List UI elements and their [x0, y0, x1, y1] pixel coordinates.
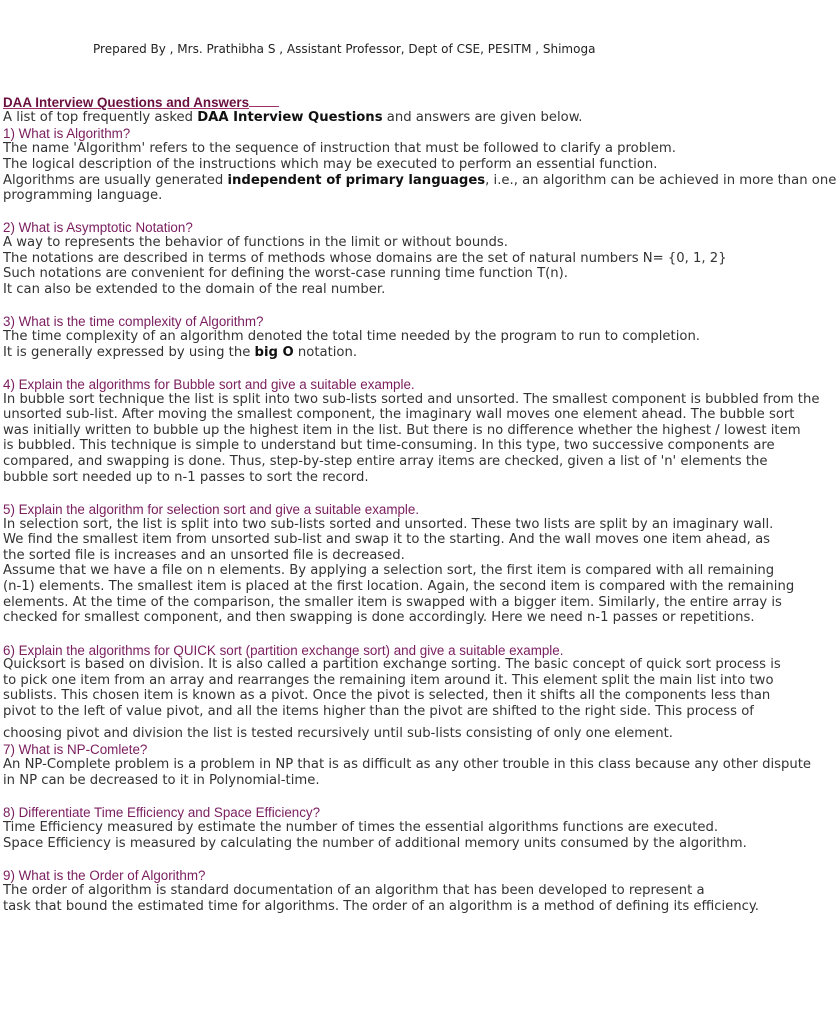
answer-text: Algorithms are usually generated [3, 173, 228, 188]
answer-line: It can also be extended to the domain of the real number. [3, 282, 386, 297]
answer-line: was initially written to bubble up the highest item in the list. But there is no difference whether the highest / lowest item [3, 423, 801, 438]
intro-paragraph [3, 110, 582, 125]
answer-line: Assume that we have a file on n elements. By applying a selection sort, the first item is compared with all remaining [3, 563, 775, 578]
answer-line: Quicksort is based on division. It is also called a partition exchange sorting. The basic concept of quick sort process is [3, 657, 781, 672]
question-4: 4) Explain the algorithms for Bubble sort and give a suitable example. [3, 377, 415, 392]
question-1: 1) What is Algorithm? [3, 126, 131, 141]
document-title [3, 95, 279, 110]
answer-line: Such notations are convenient for defining the worst-case running time function T(n). [3, 266, 569, 281]
answer-line: (n-1) elements. The smallest item is placed at the first location. Again, the second item is compared with the remaining [3, 579, 795, 594]
answer-line: pivot to the left of value pivot, and all the items higher than the pivot are shifted to the right side. This process of [3, 704, 754, 719]
answer-line: bubble sort needed up to n-1 passes to sort the record. [3, 470, 369, 485]
answer-line: compared, and swapping is done. Thus, step-by-step entire array items are checked, given a list of 'n' elements the [3, 454, 768, 469]
question-7: 7) What is NP-Comlete? [3, 742, 148, 757]
answer-line: checked for smallest component, and then swapping is done accordingly. Here we need n-1 passes or repetitions. [3, 610, 755, 625]
answer-line: programming language. [3, 188, 163, 203]
answer-line: task that bound the estimated time for algorithms. The order of an algorithm is a method of defining its efficiency. [3, 899, 759, 914]
answer-text: It is generally expressed by using the [3, 345, 255, 360]
intro-text-end: and answers are given below. [382, 110, 583, 125]
answer-line [3, 173, 836, 188]
page-header: Prepared By , Mrs. Prathibha S , Assistant Professor, Dept of CSE, PESITM , Shimoga [93, 42, 596, 56]
intro-bold: DAA Interview Questions [197, 110, 383, 125]
question-8: 8) Differentiate Time Efficiency and Space Efficiency? [3, 805, 321, 820]
answer-line: In bubble sort technique the list is split into two sub-lists sorted and unsorted. The smallest component is bubbled from the [3, 392, 820, 407]
question-5: 5) Explain the algorithm for selection sort and give a suitable example. [3, 502, 420, 517]
answer-line: The order of algorithm is standard documentation of an algorithm that has been developed to represent a [3, 883, 705, 898]
question-9: 9) What is the Order of Algorithm? [3, 868, 206, 883]
answer-line: Time Efficiency measured by estimate the number of times the essential algorithms functions are executed. [3, 820, 719, 835]
answer-line: The logical description of the instructions which may be executed to perform an essential function. [3, 157, 658, 172]
intro-text: A list of top frequently asked [3, 110, 198, 125]
answer-bold: big O [254, 345, 294, 360]
answer-line: to pick one item from an array and rearranges the remaining item around it. This element split the main list into two [3, 673, 774, 688]
question-3: 3) What is the time complexity of Algorithm? [3, 314, 264, 329]
answer-line: sublists. This chosen item is known as a pivot. Once the pivot is selected, then it shifts all the components less than [3, 688, 771, 703]
answer-text: notation. [293, 345, 358, 360]
document-title-text: DAA Interview Questions and Answers [3, 95, 250, 110]
answer-line: The name 'Algorithm' refers to the sequence of instruction that must be followed to clarify a problem. [3, 141, 676, 156]
answer-line: choosing pivot and division the list is tested recursively until sub-lists consisting of only one element. [3, 726, 673, 741]
answer-line: unsorted sub-list. After moving the smallest component, the imaginary wall moves one element ahead. The bubble sort [3, 407, 795, 422]
answer-line: the sorted file is increases and an unsorted file is decreased. [3, 548, 405, 563]
answer-line: We find the smallest item from unsorted sub-list and swap it to the starting. And the wall moves one item ahead, as [3, 532, 771, 547]
answer-line: is bubbled. This technique is simple to understand but time-consuming. In this type, two successive components are [3, 438, 775, 453]
answer-line [3, 345, 357, 360]
question-6: 6) Explain the algorithms for QUICK sort (partition exchange sort) and give a suitable example. [3, 643, 564, 658]
title-underline [249, 95, 279, 107]
answer-bold: independent of primary languages [227, 173, 486, 188]
answer-line: Space Efficiency is measured by calculating the number of additional memory units consumed by the algorithm. [3, 836, 747, 851]
answer-line: A way to represents the behavior of functions in the limit or without bounds. [3, 235, 508, 250]
answer-line: In selection sort, the list is split into two sub-lists sorted and unsorted. These two lists are split by an imaginary wall. [3, 517, 774, 532]
answer-line: The time complexity of an algorithm denoted the total time needed by the program to run to completion. [3, 329, 700, 344]
answer-text: , i.e., an algorithm can be achieved in more than one [485, 173, 836, 188]
question-2: 2) What is Asymptotic Notation? [3, 220, 193, 235]
answer-line: The notations are described in terms of methods whose domains are the set of natural numbers N= {0, 1, 2} [3, 251, 727, 266]
answer-line: An NP-Complete problem is a problem in NP that is as difficult as any other trouble in this class because any other dispute [3, 757, 812, 772]
answer-line: elements. At the time of the comparison, the smaller item is swapped with a bigger item. Similarly, the entire array is [3, 595, 782, 610]
answer-line: in NP can be decreased to it in Polynomial-time. [3, 773, 320, 788]
